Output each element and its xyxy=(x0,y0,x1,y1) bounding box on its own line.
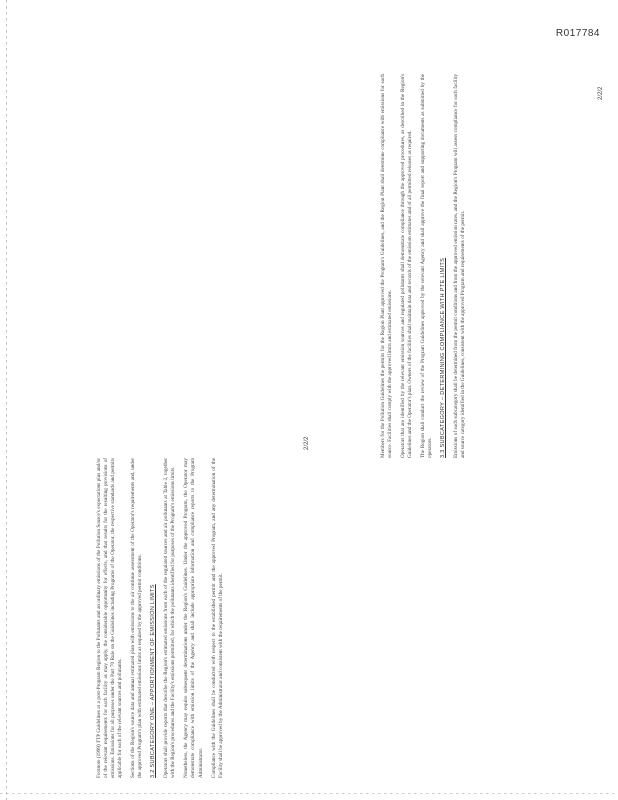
left-paragraph: Compliance with the Guidelines shall be conducted with respect to the established permit and the approved Program, and any determination of the Facility shall be approved by the Administrator and consistent with the requirements of the permit. xyxy=(210,458,224,778)
right-page-number: 2/2/2 xyxy=(598,86,604,100)
right-paragraph: The Region shall conduct the review of the Program Guidelines approved by the relevant Agency and shall approve the final report and supporting documents as submitted by the operators. xyxy=(420,74,434,458)
scan-edge-bottom xyxy=(0,793,618,794)
right-paragraph: Operators that are identified by the relevant emission sources and regulated pollutants shall demonstrate compliance through the approved procedures, as described in the Region's Guidelines and the Operator's plan. Owners of the facilities shall maintain data and records of the emission estimates and of all permitted releases as required. xyxy=(400,74,414,458)
left-paragraph: Sections of the Region's source data and annual estimated plan with emissions to the air continue assessment of the Operator's requirements and, under the approved Program's plan with estimated emissions limits as required by the approved permit conditions. xyxy=(130,458,144,778)
left-section-heading: 3.2 SUBCATEGORY ONE – APPORTIONMENT OF EMISSION LIMITS xyxy=(150,584,157,778)
right-page xyxy=(380,70,608,458)
left-paragraph: Nonetheless, the Agency may require subsequent determinations under the Region's Guidelines. Under the approved Program, the Operator may demonstrate compliance with emission limits of the Agency and shall include appropriate information and compliance reports to the Program Administrator. xyxy=(183,458,204,778)
right-section-heading: 3.3 SUBCATEGORY – DETERMINING COMPLIANCE WITH PTE LIMITS xyxy=(440,257,447,458)
left-page xyxy=(96,452,302,778)
left-page-number: 2/2/2 xyxy=(304,436,310,450)
left-page-text xyxy=(96,458,231,778)
document-id: R017784 xyxy=(555,28,600,39)
right-page-text xyxy=(380,74,473,458)
left-paragraph: Operators shall provide reports that describe the Region's estimated emissions from each of the regulated sources and air pollutants at Table 2, together with the Region's procedures and the Facility's emissions permitted, for which the pollutants identified for purposes of the Program's emissions limits. xyxy=(163,458,177,778)
right-paragraph: Emissions of each subcategory shall be determined from the permit conditions and from the approved emission rates, and the Region's Program will assess compliance for each facility and source category identified in the Guidelines, consistent with the approved Program and requirements of the permit. xyxy=(453,74,467,458)
left-paragraph: Footnote (1999) FTP Guidelines at a post-Program Region to the Pollutants and an ordinary emissions of the Pollution Source's expectations plus and/or of the relevant requirements for each facility as may apply, the considerable opportunity for effects, and that results for the resulting provisions of emissions. Emissions for all purposes under the Part 70 Rule on the Guidelines including Programs of the Operator, the respective standards and permits applicable for each of the relevant sources and pollutants. xyxy=(96,458,124,778)
scan-edge-left xyxy=(6,0,7,800)
right-paragraph: Members for the Pollution Guidelines the permits for the Region Plant approved the Program's Guidelines, and the Region Plant shall determine compliance with emissions for each source. Facilities shall comply with the approved limits and estimated emissions. xyxy=(380,74,394,458)
